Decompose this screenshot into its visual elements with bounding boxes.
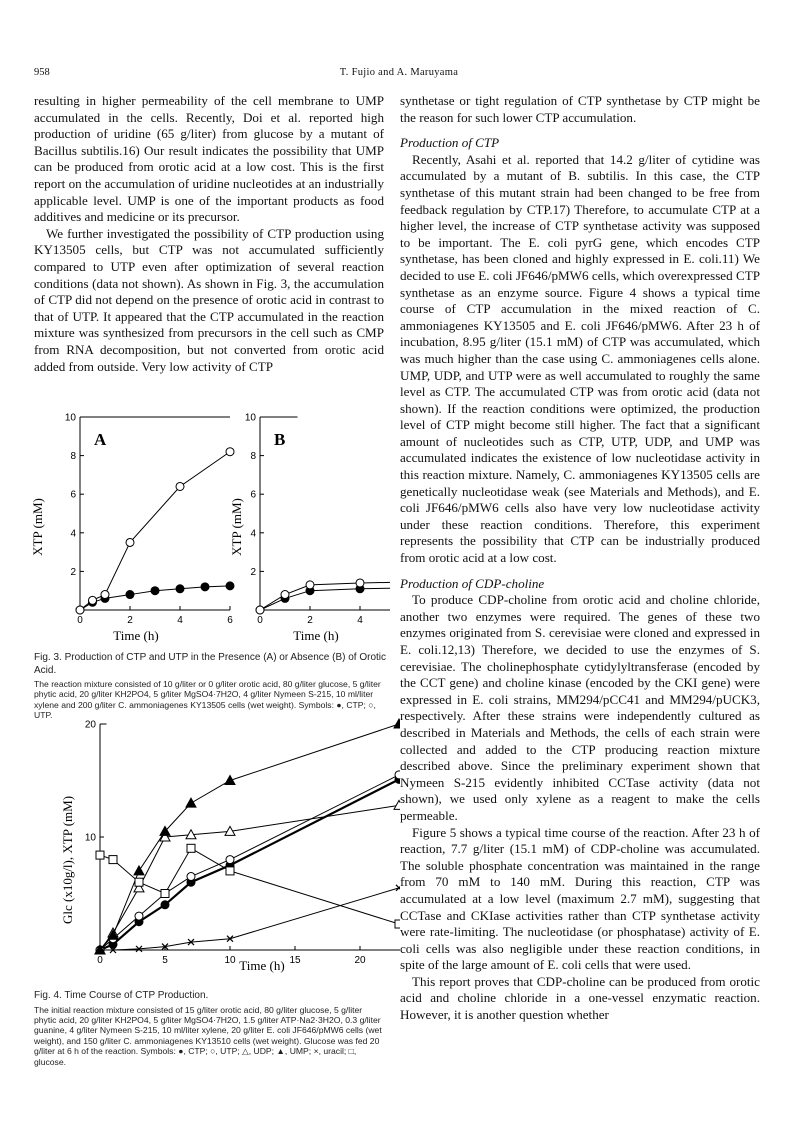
fig3b-x-tick-label: 4 [357,615,363,626]
fig3a-series-ctp-point [201,583,209,591]
fig4-series-glucose-point [96,851,104,859]
fig3a-y-tick-label: 10 [64,412,76,424]
fig3a-series-utp-point [89,596,97,604]
fig3b-series-utp-point [256,606,264,614]
fig4-series-udp-line [100,805,399,950]
fig3b-series-utp-line [260,582,390,610]
fig4-caption [34,990,386,1067]
fig4-series-glucose-line [100,848,399,924]
fig4-x-tick-label: 5 [162,955,168,966]
fig3a-series-utp-point [76,606,84,614]
fig3-caption [34,652,386,721]
fig3a-series-ctp-point [176,585,184,593]
fig3b-y-tick-label: 6 [250,489,256,501]
fig4-series-ctp-line [100,779,399,950]
fig3b-x-tick-label: 2 [307,615,313,626]
fig4-series-utp-point [226,856,234,864]
fig4-series-ump-point [186,798,196,807]
fig4-x-tick-label: 20 [354,955,366,966]
fig3a-x-tick-label: 0 [77,615,83,626]
paragraph: Recently, Asahi et al. reported that 14.2 g/liter of cytidine was accumulated by a mutant of B. subtilis. In this case, the CTP synthetase of this mutant strain had been changed to be free from feedback regulation by CTP.17) Therefore, to accumulate CTP at a higher level, the increase of CTP synthetase activity was supposed to be important. The E. coli pyrG gene, which encodes CTP synthetase, has been cloned and highly expressed in E. coli.11) We decided to use E. coli JF646/pMW6 cells, which overexpressed CTP synthetase as an enzyme source. Figure 4 shows a typical time course of CTP accumulation in the mixed reaction of C. ammoniagenes KY13505 and E. coli JF646/pMW6. After 23 h of incubation, 8.95 g/liter (15.1 mM) of CTP was accumulated, which was much higher than the case using C. ammoniagenes cells alone. UMP, UDP, and UTP were as well accumulated to roughly the same level as CTP. The accumulated CTP was from orotic acid (data not shown). If the reaction conditions were optimized, the production level of CTP might become still higher. The fact that a significant amount of nucleotides such as CTP, UTP, UDP, and UMP was accumulated indicates the existence of low nucleotidase activity in this reaction mixture. Namely, C. ammoniagenes KY13505 cells are genetically nucleotidase weak (see Materials and Methods), and E. coli JF646/pMW6 cells also have very low nucleotidase activity under these reaction conditions. Therefore, this experiment represents the possibility that CTP can be industrially produced from orotic acid at a low cost. [400,151,760,566]
fig3a-series-ctp-point [126,591,134,599]
fig4-series-utp-point [187,873,195,881]
fig4-series-ump-point [394,719,400,728]
fig3-b-y-axis-label: XTP (mM) [229,498,244,556]
fig4-y-tick-label: 10 [84,832,96,844]
fig4-series-utp-point [135,912,143,920]
fig4-x-tick-label: 15 [289,955,301,966]
page-header [34,67,764,83]
fig3a-series-utp-point [226,448,234,456]
fig3a-series-ctp-point [151,587,159,595]
fig4-series-ctp-point [161,901,169,909]
fig3a-x-tick-label: 4 [177,615,183,626]
fig3a-series-utp-point [176,482,184,490]
fig3b-series-ctp-line [260,588,390,610]
fig4-series-glucose-point [135,878,143,886]
fig4-series-glucose-point [187,844,195,852]
fig3-panel-b-label: B [274,430,286,449]
fig3-caption-body: The reaction mixture consisted of 10 g/liter or 0 g/liter orotic acid, 80 g/liter glucose, 5 g/liter phytic acid, 20 g/liter KH2PO4, 5 g/liter MgSO4·7H2O, 4 g/liter Nymeen S-215, 10 ml/liter xylene and 200 g/liter C. ammoniagenes KY13505 cells (wet weight). Symbols: ●, CTP; ○, UTP. [34,679,381,721]
fig3-a-y-axis-label: XTP (mM) [30,498,45,556]
paragraph: Figure 5 shows a typical time course of the reaction. After 23 h of reaction, 7.7 g/liter (15.1 mM) of CDP-choline was accumulated. The soluble phosphate concentration was maintained in the range from 70 mM to 140 mM. During this reaction, CTP was accumulated at a low level (maximum 2.7 mM), suggesting that CCTase and CKIase activities rather than CTP synthetase activity were rate-limiting. The nucleotidase (or phosphatase) activity of E. coli cells was also negligible under these reaction conditions, in spite of the large amount of E. coli cells that were used. [400,824,760,973]
fig3a-x-tick-label: 2 [127,615,133,626]
fig4-series-glucose-point [226,867,234,875]
fig3a-series-ctp-point [226,582,234,590]
fig3a-y-tick-label: 8 [70,451,76,463]
section-heading-ctp: Production of CTP [400,135,500,151]
fig4-series-glucose-point [161,890,169,898]
paragraph: We further investigated the possibility of CTP production using KY13505 cells, but CTP was not accumulated sufficiently compared to UTP even after optimization of several reaction conditions (data not shown). As shown in Fig. 3, the accumulation of CTP did not depend on the presence of orotic acid in contrast to that of UTP. It appeared that the CTP accumulated in the reaction mixture was synthesized from precursors in the cell such as CMP from RNA decomposition, but not converted from orotic acid added from outside. Very low activity of CTP [34,225,384,374]
right-column [400,93,760,1024]
fig3b-series-utp-point [306,581,314,589]
fig4-series-glucose-point [395,920,400,928]
figure-4-chart [30,718,400,980]
fig4-x-axis-label: Time (h) [239,958,285,973]
fig3a-x-tick-label: 6 [227,615,233,626]
fig3-b-x-axis-label: Time (h) [293,628,339,643]
running-title: T. Fujio and A. Maruyama [339,67,459,78]
figure-3-chart [30,410,390,645]
page-number: 958 [34,67,50,78]
fig3b-x-tick-label: 0 [257,615,263,626]
fig4-series-ump-point [225,776,235,785]
fig3-panel-a-label: A [94,430,107,449]
fig3-caption-title: Fig. 3. Production of CTP and UTP in the Presence (A) or Absence (B) of Orotic Acid. [34,652,387,676]
section-heading-cdp-choline: Production of CDP-choline [400,575,545,591]
fig3b-series-utp-point [281,591,289,599]
fig4-series-ump-line [100,724,399,950]
fig3b-y-tick-label: 4 [250,528,256,540]
fig3b-y-tick-label: 2 [250,566,256,578]
fig3a-series-utp-point [101,591,109,599]
fig4-series-udp-point [394,800,400,809]
fig3b-y-tick-label: 8 [250,451,256,463]
fig4-x-tick-label: 0 [97,955,103,966]
fig3b-series-utp-point [356,579,364,587]
left-column [34,93,384,375]
fig3a-y-tick-label: 6 [70,489,76,501]
fig4-plot-area [85,719,400,966]
paragraph: This report proves that CDP-choline can be produced from orotic acid and choline chloride in a one-vessel enzymatic reaction. However, it is another question whether [400,973,760,1023]
fig3a-series-utp-point [126,538,134,546]
paragraph: To produce CDP-choline from orotic acid and choline chloride, another two enzymes were required. The genes of these two enzymes originated from S. cerevisiae were cloned and expressed in E. coli.12,13) Therefore, we decided to use the enzymes of S. cerevisiae. The cholinephosphate cytidylyltransferase (encoded by the CCT gene) and choline kinase (encoded by the CKI gene) were expressed in E. coli strains, MM294/pCC41 and MM294/pUCK3, respectively. After these strains were independently cultured as described in Materials and Methods, the cells of each strain were collected and added to the CTP producing reaction mixture described above. Since the preliminary experiment shown that Nymeen S-215 evidently inhibited CCTase activity (data not shown), we used only xylene as a reagent to make the cells permeable. [400,592,760,823]
paragraph: resulting in higher permeability of the cell membrane to UMP accumulated in the cells. Recently, Doi et al. reported high production of uridine (65 g/liter) from glucose by a mutant of Bacillus subtilis.16) Our result indicates the possibility that UMP can be produced from orotic acid at a low cost. This is the first report on the accumulation of uridine nucleotides at an industrially applicable level. UMP is one of the important products as food additives and medicine or its precursor. [34,93,384,225]
fig4-series-glucose-point [109,856,117,864]
fig4-y-axis-label: Glc (x10g/l), XTP (mM) [60,795,75,925]
fig4-x-tick-label: 10 [224,955,236,966]
fig3-panel-a [65,413,234,627]
fig3-a-x-axis-label: Time (h) [113,628,159,643]
fig4-caption-title: Fig. 4. Time Course of CTP Production. [34,990,209,1001]
fig4-series-utp-point [395,771,400,779]
paragraph: synthetase or tight regulation of CTP synthetase by CTP might be the reason for such lower CTP accumulation. [400,93,760,125]
fig3a-y-tick-label: 4 [70,528,76,540]
fig3b-y-tick-label: 10 [244,412,256,424]
fig4-y-tick-label: 20 [84,719,96,731]
fig4-caption-body: The initial reaction mixture consisted of 15 g/liter orotic acid, 80 g/liter glucose, 5 g/liter phytic acid, 20 g/liter KH2PO4, 5 g/liter MgSO4·7H2O, 1.5 g/liter ATP·Na2·3H2O, 0.3 g/liter guanine, 4 g/liter Nymeen S-215, 10 ml/liter xylene, 20 g/liter E. coli JF646/pMW6 cells (wet weight), and 150 g/liter C. ammoniagenes KY13510 cells (wet weight). Glucose was fed 20 g/liter at 6 h of the reaction. Symbols: ●, CTP; ○, UTP; △, UDP; ▲, UMP; ×, uracil; □, glucose. [34,1004,382,1067]
fig3a-y-tick-label: 2 [70,566,76,578]
fig3-panel-b [245,413,390,627]
fig4-series-ump-point [134,866,144,875]
